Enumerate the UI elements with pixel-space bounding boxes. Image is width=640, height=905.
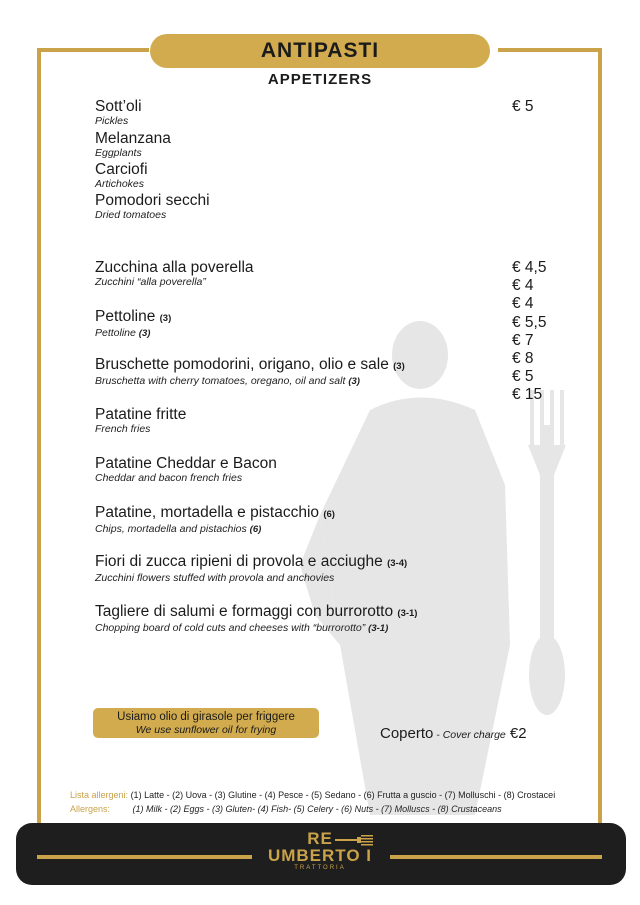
item-translation: Chopping board of cold cuts and cheeses with “burrorotto”: [95, 622, 366, 634]
allergen-code: (3): [393, 361, 405, 372]
item-translation: Cheddar and bacon french fries: [95, 472, 243, 484]
item-translation: Pettoline: [95, 327, 136, 339]
logo-line2: UMBERTO I: [267, 846, 373, 865]
menu-item: [95, 259, 254, 288]
menu-item: [95, 192, 210, 221]
menu-item: [95, 603, 417, 635]
footer-line-right: [390, 855, 602, 859]
item-translation: Artichokes: [95, 178, 145, 190]
item-translation: Zucchini flowers stuffed with provola and anchovies: [95, 572, 335, 584]
item-translation: Zucchini “alla poverella”: [95, 276, 206, 288]
frame-right: [598, 48, 602, 858]
price: € 5: [512, 368, 534, 386]
oil-note-en: We use sunflower oil for frying: [135, 724, 277, 736]
price-list: [512, 259, 546, 405]
item-name: Sott’oli: [95, 98, 142, 115]
item-translation: Eggplants: [95, 147, 142, 159]
item-name: Pomodori secchi: [95, 192, 210, 209]
cover-charge: [380, 725, 527, 742]
cover-charge-sep: -: [433, 729, 443, 741]
frame-left: [37, 48, 41, 858]
menu-item: [95, 455, 277, 484]
item-name: Melanzana: [95, 130, 171, 147]
footer-line-left: [37, 855, 252, 859]
allergen-code: (3-1): [368, 623, 389, 634]
price: € 5,5: [512, 313, 547, 331]
allergen-code: (3): [348, 376, 360, 387]
allergen-items-en: (1) Milk - (2) Eggs - (3) Gluten- (4) Fish- (5) Celery - (6) Nuts - (7) Molluscs - (8) Crustaceans: [132, 804, 502, 814]
allergen-list-en: [70, 804, 502, 814]
logo-line1: RE: [307, 829, 333, 848]
cover-charge-en: Cover charge: [442, 729, 506, 741]
fork-icon: [335, 834, 375, 846]
oil-note: [93, 708, 319, 738]
page-subtitle: APPETIZERS: [267, 71, 373, 88]
menu-item: [95, 356, 405, 388]
item-name: Tagliere di salumi e formaggi con burrorotto: [95, 603, 394, 620]
item-name: Fiori di zucca ripieni di provola e acciughe: [95, 553, 383, 570]
price: € 4,5: [512, 259, 547, 276]
frame-top-left: [37, 48, 149, 52]
cover-charge-price: €2: [509, 725, 527, 742]
allergen-code: (3): [159, 313, 172, 324]
item-translation: Bruschetta with cherry tomatoes, oregano, oil and salt: [95, 375, 346, 387]
menu-item: [95, 406, 186, 435]
price: € 7: [512, 331, 534, 349]
item-name: Zucchina alla poverella: [95, 259, 254, 276]
oil-note-it: Usiamo olio di girasole per friggere: [117, 711, 295, 723]
menu-item: [95, 130, 171, 159]
item-name: Pettoline: [95, 308, 156, 325]
price: € 15: [512, 386, 543, 404]
menu-item: [95, 308, 171, 340]
item-translation: Dried tomatoes: [95, 209, 167, 221]
cover-charge-label: Coperto: [380, 725, 434, 742]
allergen-code: (6): [323, 509, 335, 520]
item-translation: French fries: [95, 423, 151, 435]
menu-item: [95, 553, 407, 584]
allergen-code: (3): [138, 328, 151, 339]
price: € 8: [512, 350, 534, 368]
frame-top-right: [498, 48, 602, 52]
price: € 4: [512, 277, 534, 295]
item-name: Patatine, mortadella e pistacchio: [95, 504, 320, 521]
item-name: Carciofi: [95, 161, 148, 178]
item-name: Bruschette pomodorini, origano, olio e sale: [95, 356, 389, 373]
allergen-list-it: [70, 790, 555, 800]
price: € 4: [512, 295, 534, 313]
menu-item: [95, 161, 148, 190]
menu-item: [95, 504, 335, 536]
item-name: Patatine fritte: [95, 406, 187, 423]
group-price: € 5: [512, 98, 534, 115]
item-translation: Chips, mortadella and pistachios: [95, 523, 247, 535]
logo-line3: TRATTORIA: [294, 865, 346, 871]
page-title: ANTIPASTI: [150, 34, 490, 68]
item-translation: Pickles: [95, 115, 129, 127]
allergen-code: (3-4): [387, 558, 408, 569]
allergen-code: (6): [249, 524, 262, 535]
item-name: Patatine Cheddar e Bacon: [95, 455, 277, 472]
allergen-label-en: Allergens:: [70, 804, 111, 814]
allergen-label-it: Lista allergeni:: [70, 790, 129, 800]
allergen-items-it: (1) Latte - (2) Uova - (3) Glutine - (4) Pesce - (5) Sedano - (6) Frutta a guscio - (7) Molluschi - (8) Crostacei: [130, 790, 556, 800]
allergen-code: (3-1): [397, 608, 418, 619]
menu-item: [95, 98, 142, 127]
